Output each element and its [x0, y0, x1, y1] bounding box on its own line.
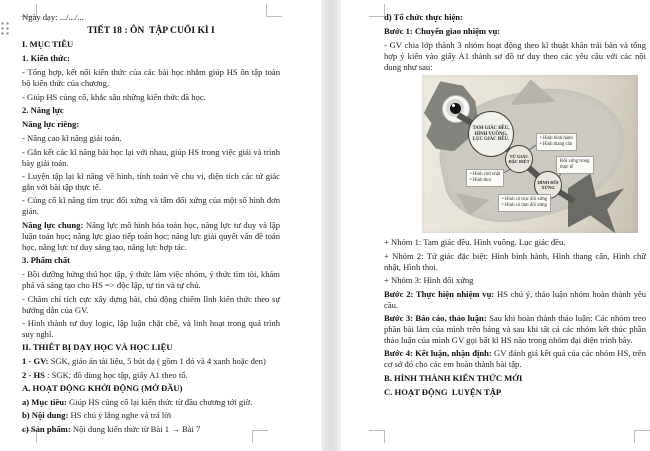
drag-handle-icon[interactable]	[0, 21, 9, 36]
heading-nang-luc-rieng: Năng lực riêng:	[22, 119, 80, 130]
crop-mark	[634, 430, 650, 443]
page-right-content	[384, 12, 649, 401]
date-line: Ngày dạy: .../.../...	[22, 12, 84, 22]
callout-truc-tam-doi-xung: • Hình có trục đối xứng • Hình có tâm đối xứng	[498, 194, 551, 211]
paragraph-buoc-2: Bước 2: Thực hiện nhiệm vụ: HS chú ý, thảo luận nhóm hoàn thành yêu cầu.	[384, 288, 649, 310]
paragraph: - Tổng hợp, kết nối kiến thức của các bài học nhằm giúp HS ôn tập toàn bộ kiến thức của chương.	[22, 67, 283, 89]
page-left-content	[22, 12, 283, 437]
heading-muc-tieu: I. MỤC TIÊU	[22, 39, 74, 50]
heading-pham-chat: 3. Phẩm chất	[22, 255, 70, 266]
mindmap-node-hinh-doi-xung: HÌNH ĐỐI XỨNG	[534, 171, 562, 199]
paragraph: - Bồi dưỡng hứng thú học tập, ý thức làm việc nhóm, ý thức tìm tòi, khám phá và sáng tạo cho HS => độc lập, tự tin và tự chủ.	[22, 269, 283, 291]
callout-doi-xung-thuc-te: Đối xứng trong thực tế	[556, 156, 594, 173]
paragraph: - Giúp HS củng cố, khắc sâu những kiến thức đã học.	[22, 91, 206, 102]
heading-buoc-1: Bước 1: Chuyển giao nhiệm vụ:	[384, 26, 501, 36]
crop-mark	[369, 4, 385, 17]
heading-kien-thuc: 1. Kiến thức:	[22, 53, 70, 64]
paragraph-gv: 1 - GV: SGK, giáo án tài liệu, 5 bút dạ ( gồm 1 đỏ và 4 xanh hoặc đen)	[22, 356, 266, 367]
callout-chu-nhat-thoi: • Hình chữ nhật • Hình thoi	[466, 169, 504, 186]
paragraph-nhom-1: + Nhóm 1: Tam giác đều. Hình vuông. Lục giác đều.	[384, 237, 566, 248]
paragraph: - Củng cố kĩ năng tìm trục đối xứng và tâm đối xứng của một số hình đơn giản.	[22, 195, 283, 217]
paragraph: - GV chia lớp thành 3 nhóm hoạt động theo kĩ thuật khăn trải bàn và tổng hợp ý kiến vào giấy A1 thành sơ đồ tư duy theo các yêu cầu với các nội dung như sau:	[384, 40, 649, 72]
paragraph-noi-dung: b) Nội dung: HS chú ý lắng nghe và trả lời	[22, 410, 172, 421]
callout-binh-hanh-thang-can: • Hình bình hành • Hình thang cân	[536, 133, 577, 150]
paragraph-muc-tieu: a) Mục tiêu: Giúp HS củng cố lại kiến thức từ đầu chương tới giờ.	[22, 397, 253, 408]
heading-to-chuc-thuc-hien: d) Tổ chức thực hiện:	[384, 12, 463, 22]
paragraph: - Nâng cao kĩ năng giải toán.	[22, 133, 122, 144]
paragraph: - Chăm chỉ tích cực xây dựng bài, chủ động chiếm lĩnh kiến thức theo sự hướng dẫn của GV.	[22, 293, 283, 315]
paragraph: - Gắn kết các kĩ năng bài học lại với nhau, giúp HS trong việc giải và trình bày giải toán.	[22, 146, 283, 168]
mindmap-node-tam-giac-deu: TAM GIÁC ĐỀU, HÌNH VUÔNG, LỤC GIÁC ĐỀU.	[468, 111, 514, 157]
page-left[interactable]	[0, 0, 321, 451]
paragraph-buoc-4: Bước 4: Kết luận, nhận định: GV đánh giá kết quả của các nhóm HS, trên cơ sở đó cho các em hoàn thành bài tập.	[384, 348, 649, 370]
paragraph-nhom-3: + Nhóm 3: Hình đối xứng	[384, 275, 474, 286]
heading-hinh-thanh-kien-thuc: B. HÌNH THÀNH KIẾN THỨC MỚI	[384, 372, 523, 383]
heading-nang-luc: 2. Năng lực	[22, 105, 64, 116]
lesson-title: TIẾT 18 : ÔN TẬP CUỐI KÌ I	[87, 25, 215, 37]
paragraph-nang-luc-chung: Năng lực chung: Năng lực mô hình hóa toán học, năng lực tư duy và lập luận toán học; năng lực giao tiếp toán học; năng lực giải quyết vấn đề toán học, năng lực tư duy sáng tạo, năng lực hợp tác.	[22, 219, 283, 252]
paragraph: - Luyện tập lại kĩ năng vẽ hình, tính toán về chu vi, diện tích các tứ giác gắn với bài tập thực tế.	[22, 170, 283, 192]
paragraph-nhom-2: + Nhóm 2: Tứ giác đặc biệt: Hình bình hành, Hình thang cân, Hình chữ nhật, Hình thoi.	[384, 250, 649, 272]
heading-hoat-dong-khoi-dong: A. HOẠT ĐỘNG KHỞI ĐỘNG (MỞ ĐẦU)	[22, 383, 183, 394]
paragraph-hs: 2 - HS : SGK; đồ dùng học tập, giấy A1 theo tổ.	[22, 369, 188, 380]
paragraph: - Hình thành tư duy logic, lập luận chặt chẽ, và linh hoạt trong quá trình suy nghĩ.	[22, 317, 283, 339]
crop-mark	[369, 430, 385, 443]
paragraph-san-pham: c) Sản phẩm: Nội dung kiến thức từ Bài 1 → Bài 7	[22, 423, 201, 434]
heading-hoat-dong-luyen-tap: C. HOẠT ĐỘNG LUYỆN TẬP	[384, 386, 502, 397]
page-right[interactable]	[341, 0, 650, 451]
paragraph-buoc-3: Bước 3: Báo cáo, thảo luận: Sau khi hoàn thành thảo luận: Các nhóm treo phần bài làm của mình trên bảng và sau khi tất cả các nhóm kết thúc phần thảo luận của mình GV gọi bất kì HS nào trong nhóm đại diện trình bày.	[384, 312, 649, 345]
page-gap	[321, 0, 341, 451]
fish-mindmap-image[interactable]	[422, 75, 638, 233]
mindmap-node-tu-giac-dac-biet: TỨ GIÁC ĐẶC BIỆT	[505, 145, 533, 173]
heading-thiet-bi: II. THIẾT BỊ DẠY HỌC VÀ HỌC LIỆU	[22, 342, 173, 353]
